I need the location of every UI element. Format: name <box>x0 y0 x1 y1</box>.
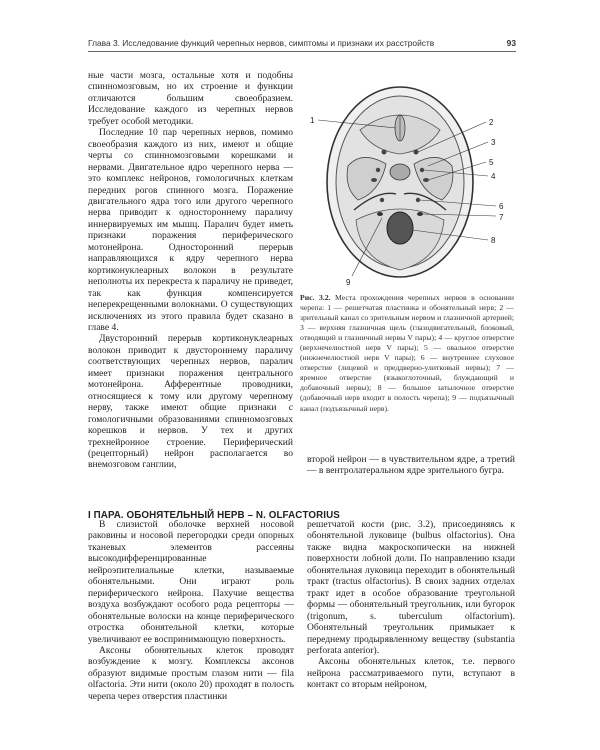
figure-label-5: 5 <box>489 158 494 167</box>
paragraph: Аксоны обонятельных клеток проводят возбуждение к мозгу. Комплексы аксонов образуют видимые простым глазом нити — fila olfactoria. Эти нити (около 20) проходят в полость черепа через отверстия пластинки <box>88 644 294 702</box>
left-column-bottom <box>88 519 294 702</box>
figure-label-6: 6 <box>499 202 504 211</box>
figure-caption <box>300 293 514 414</box>
right-column-continuation <box>307 454 515 477</box>
figure-label-2: 2 <box>489 118 494 127</box>
paragraph: Двусторонний перерыв кортиконуклеарных волокон приводит к двустороннему параличу соответствующих черепных нервов, паралич имеет признаки поражения центрального мотонейрона. Афферентные проводники, относящиеся к тому или другому черепному нерву, также имеют общие признаки с гомологичными образованиями спинномозговых корешков и нервов. У тех и других трехнейронное строение. Периферический (рецепторный) нейрон располагается во внемозговом ганглии, <box>88 333 293 471</box>
header-rule <box>88 51 516 52</box>
figure-label-4: 4 <box>491 172 496 181</box>
figure-label-1: 1 <box>310 116 315 125</box>
page-number: 93 <box>506 38 516 48</box>
paragraph: Последние 10 пар черепных нервов, помимо своеобразия каждого из них, имеют и общие черты со спинномозговыми корешками и нервами. Двигательное ядро черепного нерва — это комплекс нейронов, гомологичных клеткам передних рогов спинного мозга. Поражение двигательного ядра того или другого черепного нерва приводит к одностороннему параличу иннервируемых им мышц. Паралич будет иметь признаки поражения периферического мотонейрона. Односторонний перерыв направляющихся к ядру черепного нерва кортиконуклеарных волокон в результате неполноты их перекреста к параличу не приведет, так как функция компенсируется неперекрещенными волокнами. О существующих исключениях из этого правила будет сказано в главе 4. <box>88 127 293 333</box>
figure-label-7: 7 <box>499 213 504 222</box>
running-header <box>88 38 516 51</box>
skull-base-figure <box>300 70 516 288</box>
paragraph: ные части мозга, остальные хотя и подобны спинномозговым, но их строение и функции отличаются большим своеобразием. Исследование каждого из черепных нервов требует особой методики. <box>88 70 293 127</box>
figure-label-9: 9 <box>346 278 351 287</box>
paragraph: второй нейрон — в чувствительном ядре, а третий — в вентролатеральном ядре зрительного бугра. <box>307 454 515 477</box>
section-heading: I ПАРА. ОБОНЯТЕЛЬНЫЙ НЕРВ – N. OLFACTORIUS <box>88 510 340 521</box>
caption-text: Места прохождения черепных нервов в основании черепа: 1 — решетчатая пластинка и обонятельный нерв; 2 — зрительный канал со зрительным нервом и глазничной артерией; 3 — верхняя глазничная щель (глазодвигательный, блоковый, отводящий и глазничный нервы V пары); 4 — круглое отверстие (верхнечелюстной нерв V пары); 5 — овальное отверстие (нижнечелюстной нерв V пары); 6 — внутреннее слуховое отверстие (лицевой и преддверно-улитковый нервы); 7 — яремное отверстие (языкоглоточный, блуждающий и добавочный нервы); 8 — большое затылочное отверстие (добавочный нерв входит в полость черепа); 9 — подъязычный канал (подъязычный нерв). <box>300 293 514 413</box>
left-column-top <box>88 70 293 471</box>
figure-number: Рис. 3.2. <box>300 293 331 302</box>
paragraph: Аксоны обонятельных клеток, т.е. первого нейрона рассматриваемого пути, вступают в контакт со вторым нейроном, <box>307 656 515 691</box>
paragraph: В слизистой оболочке верхней носовой раковины и носовой перегородки среди опорных тканевых элементов рассеяны высокодифференцированные нейроэпителиальные клетки, называемые обонятельными. Они играют роль периферического нейрона. Пахучие вещества воздуха возбуждают особого рода рецепторы — обонятельные волоски на конце периферического отростка обонятельной клетки, которые увеличивают ее воспринимающую поверхность. <box>88 519 294 645</box>
figure-label-3: 3 <box>491 138 496 147</box>
figure-label-8: 8 <box>491 236 496 245</box>
paragraph: решетчатой кости (рис. 3.2), присоединяясь к обонятельной луковице (bulbus olfactorius). Она также видна макроскопически на нижней поверхности лобной доли. По направлению кзади обонятельная луковица переходит в обонятельный тракт (tractus olfactorius). В своих задних отделах тракт идет в особое образование треугольной формы — обонятельный треугольник, или бугорок (trigonum, s. tuberculum olfactorium). Обонятельный треугольник примыкает к переднему продырявленному веществу (substantia perforata anterior). <box>307 519 515 656</box>
chapter-title: Глава 3. Исследование функций черепных нервов, симптомы и признаки их расстройств <box>88 38 435 48</box>
right-column-bottom <box>307 519 515 691</box>
skull-base-illustration <box>300 70 516 288</box>
